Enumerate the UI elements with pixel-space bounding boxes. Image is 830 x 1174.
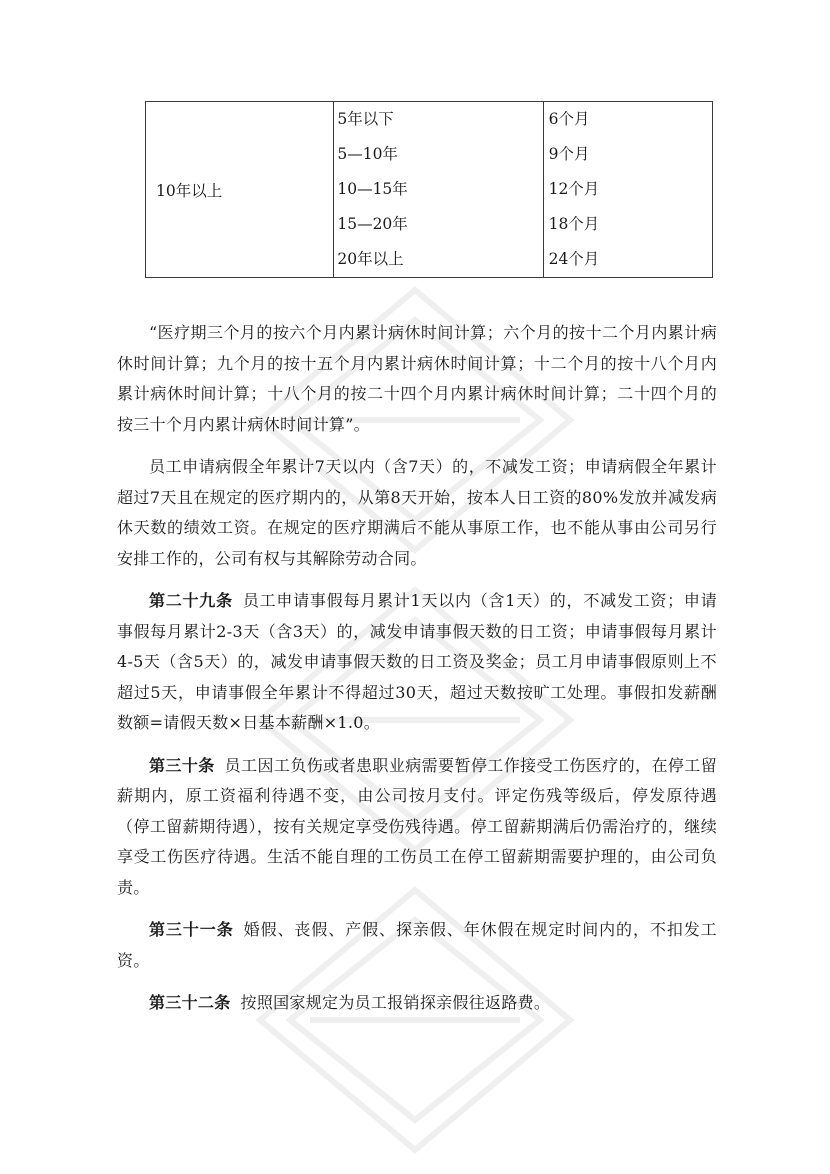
article-label: 第三十条: [149, 755, 215, 775]
tenure-item: 20年以上: [337, 250, 404, 268]
tenure-cell: [334, 102, 543, 278]
article-label: 第三十一条: [149, 920, 234, 939]
medical-period-cell: [543, 102, 712, 278]
medical-period-item: 12个月: [548, 180, 600, 198]
medical-period-item: 6个月: [548, 110, 590, 128]
service-years-cell: 10年以上: [146, 102, 334, 278]
medical-period-item: 18个月: [548, 215, 600, 233]
tenure-item: 5—10年: [337, 145, 398, 163]
table-row: [146, 102, 713, 278]
article-32: [117, 988, 717, 1019]
article-29: [117, 586, 717, 739]
paragraph-text: “医疗期三个月的按六个月内累计病休时间计算；六个月的按十二个月内累计病休时间计算；九个月的按十五个月内累计病休时间计算；十二个月的按十八个月内累计病休时间计算；十八个月的按二十四个月内累计病休时间计算；二十四个月的按三十个月内累计病休时间计算”。: [117, 323, 717, 434]
paragraph-sick-leave: [117, 452, 717, 574]
paragraph-medical-period-rule: [117, 318, 717, 440]
tenure-item: 10—15年: [337, 180, 408, 198]
medical-period-item: 9个月: [548, 145, 590, 163]
paragraph-text: 员工申请病假全年累计7天以内（含7天）的，不减发工资；申请病假全年累计超过7天且在规定的医疗期内的，从第8天开始，按本人日工资的80%发放并减发病休天数的绩效工资。在规定的医疗期满后不能从事原工作，也不能从事由公司另行安排工作的，公司有权与其解除劳动合同。: [117, 457, 717, 568]
paragraph-text: 婚假、丧假、产假、探亲假、年休假在规定时间内的，不扣发工资。: [117, 920, 717, 970]
paragraph-text: 员工申请事假每月累计1天以内（含1天）的，不减发工资；申请事假每月累计2-3天（含3天）的，减发申请事假天数的日工资；申请事假每月累计4-5天（含5天）的，减发申请事假天数的日工资及奖金；员工月申请事假原则上不超过5天，申请事假全年累计不得超过30天，超过天数按旷工处理。事假扣发薪酬数额=请假天数×日基本薪酬×1.0。: [117, 591, 717, 732]
article-31: [117, 915, 717, 976]
medical-period-table: [145, 101, 713, 278]
article-label: 第三十二条: [149, 993, 231, 1012]
paragraph-text: 员工因工负伤或者患职业病需要暂停工作接受工伤医疗的，在停工留薪期内，原工资福利待遇不变，由公司按月支付。评定伤残等级后，停发原待遇（停工留薪期待遇），按有关规定享受伤残待遇。停工留薪期满后仍需治疗的，继续享受工伤医疗待遇。生活不能自理的工伤员工在停工留薪期需要护理的，由公司负责。: [117, 755, 717, 897]
paragraph-text: 按照国家规定为员工报销探亲假往返路费。: [240, 993, 551, 1012]
article-30: [117, 751, 717, 904]
tenure-item: 15—20年: [337, 215, 408, 233]
document-body: [117, 318, 717, 1031]
medical-period-item: 24个月: [548, 250, 600, 268]
tenure-item: 5年以下: [337, 110, 394, 128]
article-label: 第二十九条: [149, 591, 233, 610]
